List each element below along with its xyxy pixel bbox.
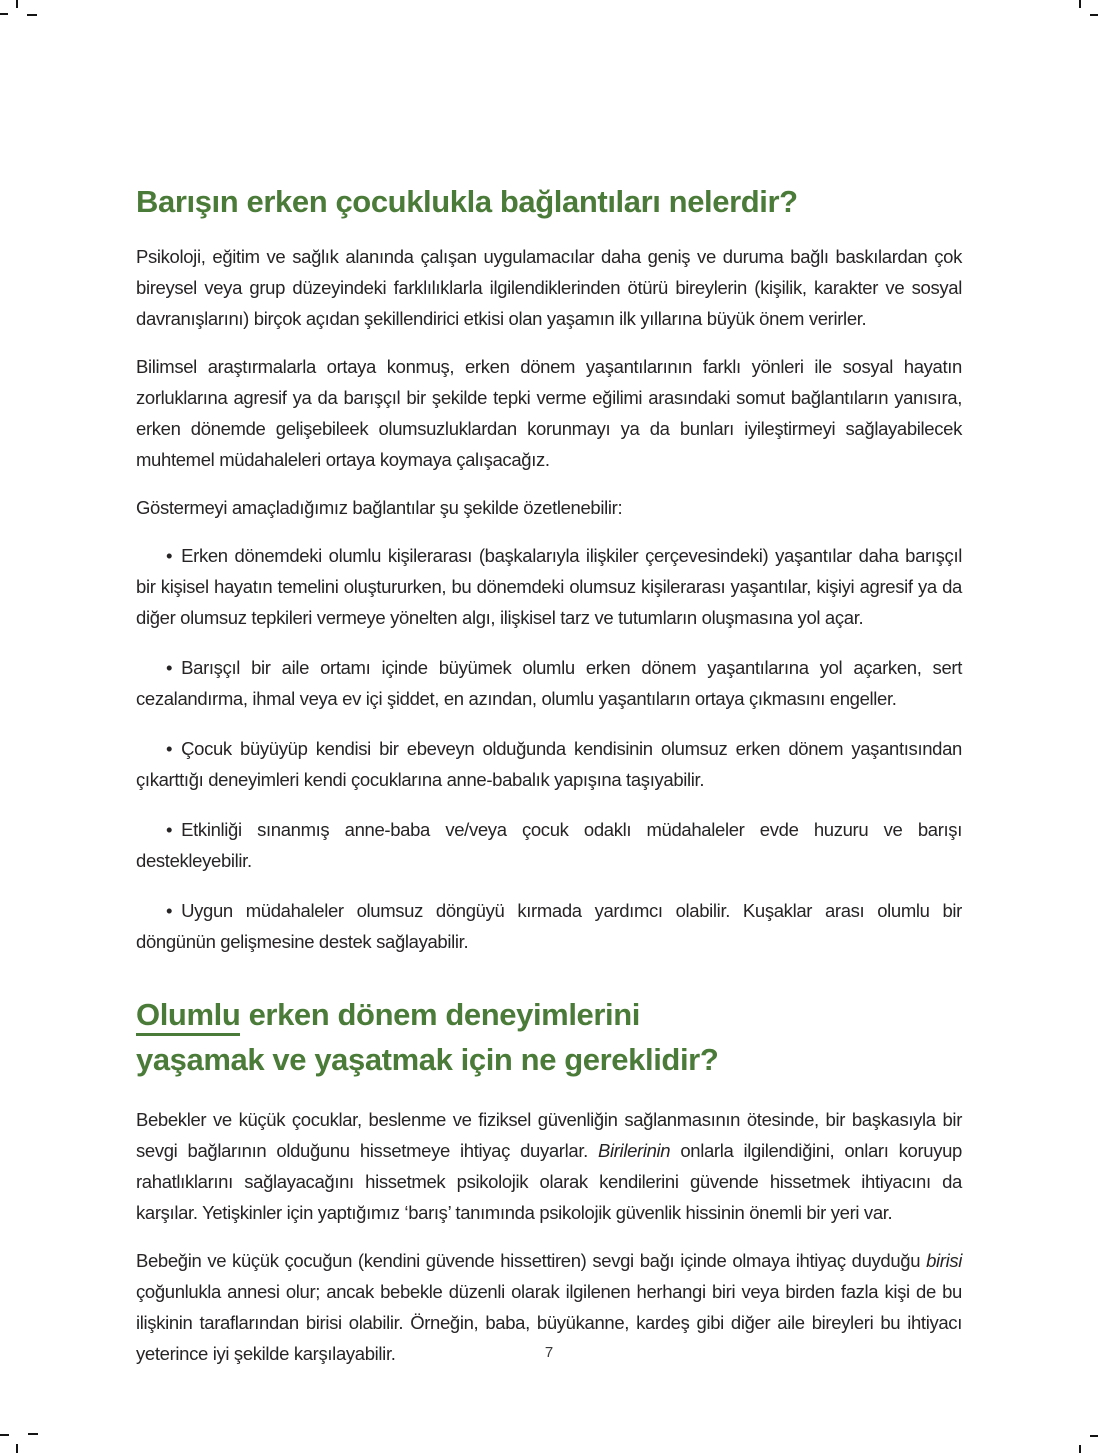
italic-word: Birilerinin — [598, 1139, 671, 1161]
heading-line2: yaşamak ve yaşatmak için ne gereklidir? — [136, 1041, 719, 1077]
bullet-text: Etkinliği sınanmış anne-baba ve/veya çocuk odaklı müdahaleler evde huzuru ve barışı destekleyebilir. — [136, 818, 962, 871]
heading-line1-rest: erken dönem deneyimlerini — [240, 996, 640, 1032]
crop-mark-top-right-horizontal — [1090, 14, 1098, 16]
crop-mark-top-left-horizontal — [0, 13, 8, 15]
paragraph-segment: çoğunlukla annesi olur; ancak bebekle düzenli olarak ilgilenen herhangi biri veya birden fazla kişi de bu ilişkinin taraflarından birisi olabilir. Örneğin, baba, büyükanne, kardeş gibi diğer aile bireyleri bu ihtiyacı yeterince iyi şekilde karşılayabilir. — [136, 1280, 962, 1364]
heading-underlined-word: Olumlu — [136, 997, 240, 1036]
section-heading-positive-experiences — [136, 993, 962, 1083]
crop-mark-bottom-left-horizontal-2 — [28, 1433, 38, 1435]
paragraph-scientific-research: Bilimsel araştırmalarla ortaya konmuş, erken dönem yaşantılarının farklı yönleri ile sosyal hayatın zorluklarına agresif ya da barışçıl bir şekilde tepki verme eğilimi arasındaki somut bağlantıların yanısıra, erken dönemde gelişebileek olumsuzluklardan korunmayı ya da bunları iyileştirmeyi sağlayabilecek muhtemel müdahaleleri ortaya koymaya çalışacağız. — [136, 355, 962, 470]
bullet-icon: • — [166, 656, 173, 678]
section-heading-early-childhood-links: Barışın erken çocuklukla bağlantıları nelerdir? — [136, 184, 798, 219]
paragraph-links-summary-intro: Göstermeyi amaçladığımız bağlantılar şu şekilde özetlenebilir: — [136, 496, 623, 518]
crop-mark-bottom-left-vertical — [16, 1444, 18, 1453]
italic-word: birisi — [926, 1249, 962, 1271]
bullet-item-peaceful-family — [136, 652, 962, 714]
crop-mark-bottom-right-horizontal — [1090, 1435, 1098, 1437]
bullet-item-breaking-negative-cycle — [136, 895, 962, 957]
bullet-text: Çocuk büyüyüp kendisi bir ebeveyn olduğunda kendisinin olumsuz erken dönem yaşantısından çıkarttığı deneyimleri kendi çocuklarına anne-babalık yapışına taşıyabilir. — [136, 737, 962, 790]
page-content — [136, 184, 962, 1386]
paragraph-practitioners: Psikoloji, eğitim ve sağlık alanında çalışan uygulamacılar daha geniş ve duruma bağlı baskılardan çok bireysel veya grup düzeyindeki farklılıklarla ilgilendiklerinden ötürü bireylerin (kişilik, karakter ve sosyal davranışlarını) birçok açıdan şekillendirici etkisi olan yaşamın ilk yıllarına büyük önem verirler. — [136, 245, 962, 329]
paragraph-segment: onlarla ilgilendiğini, onları koruyup rahatlıklarını sağlayacağını hissetmek psikolojik olarak kendilerini güvende hissetmek ihtiyacını da karşılar. Yetişkinler için yaptığımız ‘barış’ tanımında psikolojik güvenlik hissinin önemli bir yeri var. — [136, 1139, 962, 1223]
paragraph-babies-attachment-need — [136, 1104, 962, 1228]
bullet-icon: • — [166, 544, 173, 566]
bullet-icon: • — [166, 737, 173, 759]
bullet-icon: • — [166, 818, 173, 840]
bullet-text: Uygun müdahaleler olumsuz döngüyü kırmada yardımcı olabilir. Kuşaklar arası olumlu bir döngünün gelişmesine destek sağlayabilir. — [136, 899, 962, 952]
bullet-item-parenting-transfer — [136, 733, 962, 795]
page-number: 7 — [544, 1344, 554, 1361]
bullet-text: Barışçıl bir aile ortamı içinde büyümek olumlu erken dönem yaşantılarına yol açarken, sert cezalandırma, ihmal veya ev içi şiddet, en azından, olumlu yaşantıların ortaya çıkmasını engeller. — [136, 656, 962, 709]
crop-mark-bottom-right-vertical — [1079, 1445, 1081, 1453]
bullet-item-tested-interventions — [136, 814, 962, 876]
paragraph-segment: Bebeğin ve küçük çocuğun (kendini güvende hissettiren) sevgi bağı içinde olmaya ihtiyaç duyduğu — [136, 1249, 927, 1271]
bullet-item-positive-interpersonal — [136, 540, 962, 633]
bullet-text: Erken dönemdeki olumlu kişilerarası (başkalarıyla ilişkiler çerçevesindeki) yaşantılar daha barışçıl bir kişisel hayatın temelini oluştururken, bu dönemdeki olumsuz kişilerarası yaşantılar, kişiyi agresif ya da diğer olumsuz tepkileri vermeye yönelten algı, ilişkisel tarz ve tutumların oluşmasına yol açar. — [136, 544, 962, 628]
crop-mark-top-left-horizontal-2 — [27, 14, 37, 16]
crop-mark-bottom-left-horizontal — [0, 1434, 9, 1436]
crop-mark-top-right-vertical — [1079, 0, 1081, 8]
crop-mark-top-left-vertical — [16, 0, 18, 8]
bullet-icon: • — [166, 899, 173, 921]
paragraph-segment: Bebekler ve küçük çocuklar, beslenme ve fiziksel güvenliğin sağlanmasının ötesinde, bir başkasıyla bir sevgi bağlarının olduğunu hissetmeye ihtiyaç duyarlar. — [136, 1108, 962, 1161]
